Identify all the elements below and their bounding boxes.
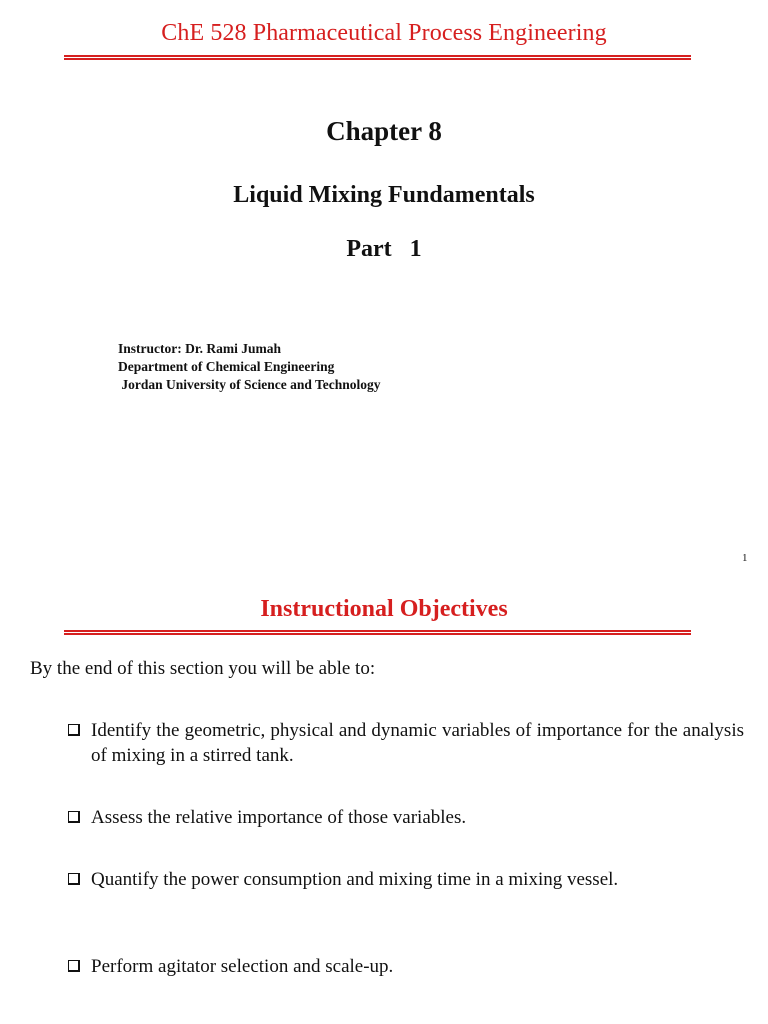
checkbox-bullet-icon xyxy=(68,873,80,885)
part-label: Part 1 xyxy=(346,236,422,262)
university-name: Jordan University of Science and Technology xyxy=(118,377,381,392)
page-number: 1 xyxy=(742,552,748,564)
section-divider xyxy=(64,630,691,635)
checkbox-bullet-icon xyxy=(68,811,80,823)
checkbox-bullet-icon xyxy=(68,724,80,736)
department-name: Department of Chemical Engineering xyxy=(118,359,335,374)
instructor-block xyxy=(118,340,381,394)
instructor-name: Instructor: Dr. Rami Jumah xyxy=(118,341,281,356)
chapter-subtitle: Liquid Mixing Fundamentals xyxy=(233,182,535,208)
chapter-title: Chapter 8 xyxy=(326,116,442,146)
header-divider xyxy=(64,55,691,60)
objective-text: Assess the relative importance of those variables. xyxy=(91,807,467,828)
checkbox-bullet-icon xyxy=(68,960,80,972)
section-heading: Instructional Objectives xyxy=(260,596,508,622)
objective-text: Identify the geometric, physical and dynamic variables of importance for the analysis of mixing in a stirred tank. xyxy=(91,720,744,766)
objectives-intro: By the end of this section you will be able to: xyxy=(30,658,376,679)
objective-text: Perform agitator selection and scale-up. xyxy=(91,956,394,977)
course-title: ChE 528 Pharmaceutical Process Engineering xyxy=(161,20,607,46)
objective-text: Quantify the power consumption and mixing time in a mixing vessel. xyxy=(91,869,619,890)
